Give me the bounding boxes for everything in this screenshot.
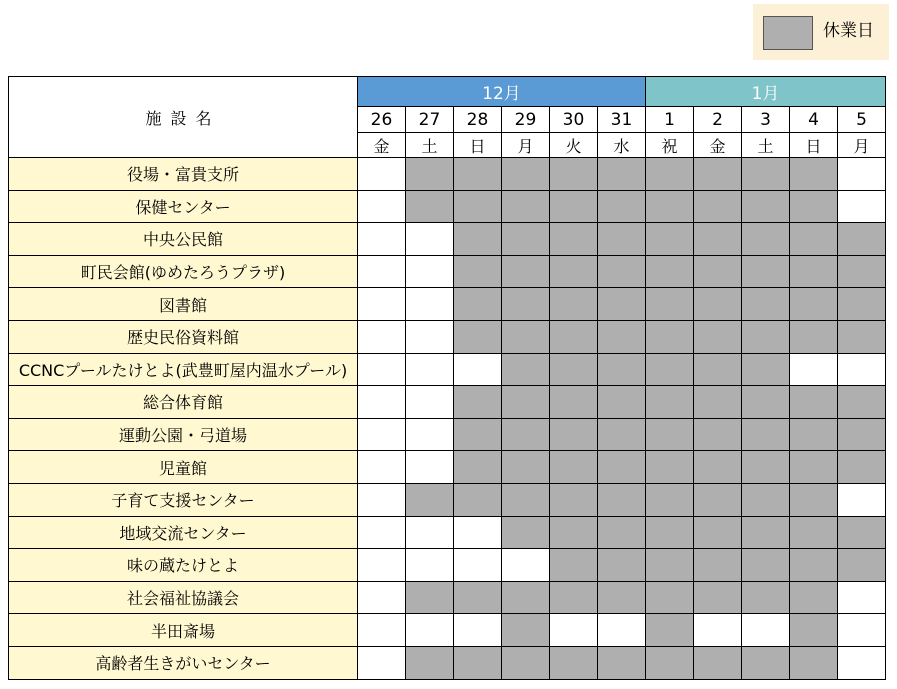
open-day-cell (406, 386, 454, 419)
day-number: 27 (406, 107, 454, 133)
facility-row (9, 516, 886, 549)
closed-day-cell (694, 516, 742, 549)
closed-day-cell (502, 516, 550, 549)
month-header: 12月 (358, 77, 646, 107)
closed-day-cell (694, 288, 742, 321)
closed-day-cell (598, 483, 646, 516)
facility-name: 半田斎場 (9, 614, 358, 647)
day-number: 31 (598, 107, 646, 133)
closed-day-cell (646, 483, 694, 516)
legend-label: 休業日 (823, 21, 874, 41)
closed-day-cell (502, 255, 550, 288)
day-number: 1 (646, 107, 694, 133)
closed-day-cell (406, 483, 454, 516)
open-day-cell (358, 223, 406, 256)
closed-day-cell (502, 646, 550, 679)
open-day-cell (454, 516, 502, 549)
facility-row (9, 581, 886, 614)
closed-day-cell (598, 549, 646, 582)
closed-day-cell (454, 320, 502, 353)
legend (753, 4, 889, 60)
open-day-cell (406, 223, 454, 256)
closed-day-cell (454, 255, 502, 288)
closed-day-cell (694, 386, 742, 419)
facility-name: CCNCプールたけとよ(武豊町屋内温水プール) (9, 353, 358, 386)
closed-day-cell (502, 320, 550, 353)
closed-day-cell (454, 451, 502, 484)
open-day-cell (502, 549, 550, 582)
closed-day-cell (550, 288, 598, 321)
open-day-cell (358, 288, 406, 321)
closed-day-cell (550, 353, 598, 386)
closed-day-cell (406, 581, 454, 614)
open-day-cell (358, 646, 406, 679)
closed-day-cell (790, 190, 838, 223)
open-day-cell (406, 516, 454, 549)
closed-day-cell (694, 255, 742, 288)
open-day-cell (454, 614, 502, 647)
facility-name-header: 施設名 (9, 77, 358, 158)
closed-day-cell (550, 483, 598, 516)
closed-day-cell (598, 646, 646, 679)
closed-day-cell (454, 418, 502, 451)
weekday-label: 月 (502, 133, 550, 158)
closed-day-cell (598, 158, 646, 191)
closed-day-cell (694, 353, 742, 386)
closed-day-cell (454, 288, 502, 321)
closed-day-cell (694, 483, 742, 516)
closed-day-cell (550, 581, 598, 614)
closed-day-cell (646, 386, 694, 419)
closed-day-cell (598, 255, 646, 288)
facility-name: 運動公園・弓道場 (9, 418, 358, 451)
closed-day-cell (838, 255, 886, 288)
closed-day-cell (598, 418, 646, 451)
closed-day-cell (454, 158, 502, 191)
facility-name: 高齢者生きがいセンター (9, 646, 358, 679)
closed-day-cell (790, 516, 838, 549)
month-header: 1月 (646, 77, 886, 107)
open-day-cell (358, 320, 406, 353)
facility-name: 役場・富貴支所 (9, 158, 358, 191)
closed-day-cell (838, 451, 886, 484)
facility-name: 町民会館(ゆめたろうプラザ) (9, 255, 358, 288)
closed-day-cell (406, 190, 454, 223)
closed-day-cell (502, 223, 550, 256)
closed-day-cell (454, 483, 502, 516)
facility-row (9, 549, 886, 582)
closed-day-cell (646, 320, 694, 353)
weekday-label: 金 (694, 133, 742, 158)
closed-day-cell (646, 549, 694, 582)
weekday-label: 日 (790, 133, 838, 158)
closed-day-cell (550, 549, 598, 582)
facility-name: 地域交流センター (9, 516, 358, 549)
closed-day-cell (838, 549, 886, 582)
weekday-label: 水 (598, 133, 646, 158)
open-day-cell (358, 386, 406, 419)
closed-day-cell (790, 288, 838, 321)
facility-row (9, 288, 886, 321)
closed-day-cell (646, 581, 694, 614)
closed-day-cell (454, 223, 502, 256)
open-day-cell (406, 320, 454, 353)
open-day-cell (838, 646, 886, 679)
open-day-cell (358, 418, 406, 451)
day-number: 3 (742, 107, 790, 133)
closed-day-cell (550, 158, 598, 191)
open-day-cell (550, 614, 598, 647)
open-day-cell (838, 483, 886, 516)
closed-day-cell (694, 223, 742, 256)
facility-row (9, 353, 886, 386)
open-day-cell (358, 255, 406, 288)
open-day-cell (742, 614, 790, 647)
weekday-label: 土 (742, 133, 790, 158)
closed-day-cell (598, 516, 646, 549)
facility-name: 子育て支援センター (9, 483, 358, 516)
closed-day-cell (502, 451, 550, 484)
open-day-cell (358, 451, 406, 484)
closed-day-cell (694, 418, 742, 451)
open-day-cell (358, 581, 406, 614)
open-day-cell (838, 158, 886, 191)
closed-day-cell (790, 451, 838, 484)
open-day-cell (358, 158, 406, 191)
closed-day-cell (742, 386, 790, 419)
facility-name: 味の蔵たけとよ (9, 549, 358, 582)
closed-day-cell (790, 223, 838, 256)
day-number: 28 (454, 107, 502, 133)
closed-day-cell (742, 353, 790, 386)
day-number: 29 (502, 107, 550, 133)
closed-day-cell (502, 190, 550, 223)
closed-day-cell (502, 386, 550, 419)
closed-day-cell (694, 581, 742, 614)
facility-name: 保健センター (9, 190, 358, 223)
closed-day-cell (742, 581, 790, 614)
closed-day-cell (454, 581, 502, 614)
closed-day-cell (742, 418, 790, 451)
closed-day-cell (790, 483, 838, 516)
weekday-label: 日 (454, 133, 502, 158)
closed-day-cell (550, 451, 598, 484)
weekday-label: 金 (358, 133, 406, 158)
closed-day-cell (742, 190, 790, 223)
open-day-cell (358, 549, 406, 582)
facility-row (9, 255, 886, 288)
closed-day-cell (550, 223, 598, 256)
closed-day-cell (646, 516, 694, 549)
closed-day-cell (646, 223, 694, 256)
closed-day-cell (694, 451, 742, 484)
legend-closed-swatch (763, 16, 813, 50)
open-day-cell (454, 549, 502, 582)
closed-day-cell (646, 451, 694, 484)
open-day-cell (598, 614, 646, 647)
closed-day-cell (838, 223, 886, 256)
closed-day-cell (742, 255, 790, 288)
facility-row (9, 418, 886, 451)
facility-row (9, 320, 886, 353)
closed-day-cell (502, 483, 550, 516)
open-day-cell (358, 614, 406, 647)
closed-day-cell (742, 549, 790, 582)
open-day-cell (406, 255, 454, 288)
closed-day-cell (598, 451, 646, 484)
facility-row (9, 223, 886, 256)
open-day-cell (406, 451, 454, 484)
closed-day-cell (502, 418, 550, 451)
closed-day-cell (646, 255, 694, 288)
closed-day-cell (838, 320, 886, 353)
open-day-cell (838, 353, 886, 386)
closed-day-cell (694, 158, 742, 191)
holiday-schedule-table (8, 76, 886, 680)
closed-day-cell (694, 549, 742, 582)
closed-day-cell (454, 386, 502, 419)
facility-name: 歴史民俗資料館 (9, 320, 358, 353)
open-day-cell (838, 581, 886, 614)
closed-day-cell (502, 158, 550, 191)
closed-day-cell (646, 190, 694, 223)
open-day-cell (454, 353, 502, 386)
closed-day-cell (502, 581, 550, 614)
closed-day-cell (406, 158, 454, 191)
closed-day-cell (646, 418, 694, 451)
closed-day-cell (694, 320, 742, 353)
facility-name: 社会福祉協議会 (9, 581, 358, 614)
closed-day-cell (598, 223, 646, 256)
closed-day-cell (694, 646, 742, 679)
closed-day-cell (790, 549, 838, 582)
facility-row (9, 646, 886, 679)
open-day-cell (358, 516, 406, 549)
weekday-label: 火 (550, 133, 598, 158)
closed-day-cell (598, 353, 646, 386)
closed-day-cell (838, 386, 886, 419)
weekday-label: 土 (406, 133, 454, 158)
closed-day-cell (790, 158, 838, 191)
weekday-label: 月 (838, 133, 886, 158)
open-day-cell (838, 614, 886, 647)
closed-day-cell (502, 288, 550, 321)
closed-day-cell (502, 353, 550, 386)
day-number: 26 (358, 107, 406, 133)
closed-day-cell (598, 581, 646, 614)
closed-day-cell (646, 288, 694, 321)
closed-day-cell (742, 451, 790, 484)
closed-day-cell (454, 646, 502, 679)
closed-day-cell (742, 516, 790, 549)
closed-day-cell (790, 614, 838, 647)
closed-day-cell (550, 418, 598, 451)
closed-day-cell (742, 483, 790, 516)
closed-day-cell (790, 418, 838, 451)
closed-day-cell (550, 386, 598, 419)
open-day-cell (790, 353, 838, 386)
facility-name: 図書館 (9, 288, 358, 321)
closed-day-cell (502, 614, 550, 647)
closed-day-cell (838, 418, 886, 451)
closed-day-cell (790, 320, 838, 353)
day-number: 5 (838, 107, 886, 133)
weekday-label: 祝 (646, 133, 694, 158)
open-day-cell (406, 353, 454, 386)
closed-day-cell (790, 646, 838, 679)
closed-day-cell (406, 646, 454, 679)
open-day-cell (406, 549, 454, 582)
closed-day-cell (598, 190, 646, 223)
closed-day-cell (790, 255, 838, 288)
closed-day-cell (598, 288, 646, 321)
closed-day-cell (550, 646, 598, 679)
closed-day-cell (838, 288, 886, 321)
facility-row (9, 483, 886, 516)
closed-day-cell (742, 223, 790, 256)
facility-name: 児童館 (9, 451, 358, 484)
facility-row (9, 451, 886, 484)
open-day-cell (694, 614, 742, 647)
closed-day-cell (550, 516, 598, 549)
open-day-cell (406, 614, 454, 647)
open-day-cell (838, 190, 886, 223)
closed-day-cell (694, 190, 742, 223)
closed-day-cell (742, 646, 790, 679)
closed-day-cell (790, 581, 838, 614)
closed-day-cell (550, 190, 598, 223)
closed-day-cell (742, 158, 790, 191)
closed-day-cell (838, 516, 886, 549)
closed-day-cell (742, 288, 790, 321)
open-day-cell (406, 288, 454, 321)
facility-name: 中央公民館 (9, 223, 358, 256)
day-number: 30 (550, 107, 598, 133)
closed-day-cell (790, 386, 838, 419)
closed-day-cell (646, 353, 694, 386)
day-number: 4 (790, 107, 838, 133)
open-day-cell (406, 418, 454, 451)
day-number: 2 (694, 107, 742, 133)
closed-day-cell (742, 320, 790, 353)
open-day-cell (358, 353, 406, 386)
facility-row (9, 386, 886, 419)
closed-day-cell (646, 158, 694, 191)
facility-name: 総合体育館 (9, 386, 358, 419)
closed-day-cell (646, 646, 694, 679)
closed-day-cell (454, 190, 502, 223)
facility-row (9, 190, 886, 223)
closed-day-cell (550, 320, 598, 353)
closed-day-cell (646, 614, 694, 647)
facility-row (9, 158, 886, 191)
facility-row (9, 614, 886, 647)
closed-day-cell (598, 386, 646, 419)
open-day-cell (358, 190, 406, 223)
closed-day-cell (550, 255, 598, 288)
open-day-cell (358, 483, 406, 516)
closed-day-cell (598, 320, 646, 353)
